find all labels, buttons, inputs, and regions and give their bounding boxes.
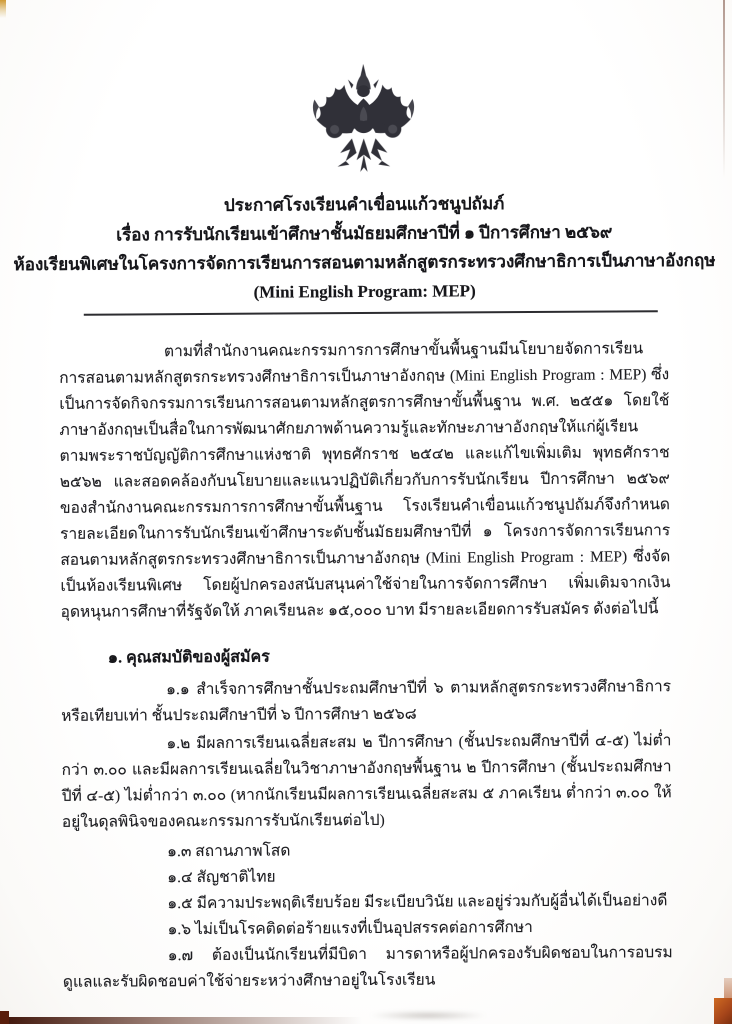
title-line-school: ประกาศโรงเรียนคำเขื่อนแก้วชนูปถัมภ์ (223, 194, 505, 215)
qualification-item-1-6: ๑.๖ ไม่เป็นโรคติดต่อร้ายแรงที่เป็นอุปสรรคต่อการศึกษา (167, 918, 533, 939)
qualification-item-1-7: ๑.๗ ต้องเป็นนักเรียนที่มีบิดา มารดาหรือผู้ปกครองรับผิดชอบในการอบรม ดูแลและรับผิดชอบค่าใช้จ่ายระหว่างศึกษาอยู่ในโรงเรียน (62, 944, 673, 991)
photo-edge-right (723, 0, 725, 178)
qualification-item-1-5: ๑.๕ มีความประพฤติเรียบร้อย มีระเบียบวินัย และอยู่ร่วมกับผู้อื่นได้เป็นอย่างดี (167, 892, 668, 913)
qualification-item-1-4: ๑.๔ สัญชาติไทย (167, 868, 276, 887)
photo-edge-top-left (0, 0, 6, 18)
title-divider (84, 310, 658, 316)
title-line-program-en: (Mini English Program: MEP) (253, 281, 476, 302)
photo-smudge (368, 1011, 488, 1020)
section-1-heading: ๑. คุณสมบัติของผู้สมัคร (107, 648, 270, 667)
garuda-emblem-icon (304, 60, 423, 185)
title-line-program: ห้องเรียนพิเศษในโครงการจัดการเรียนการสอนตามหลักสูตรกระทรวงศึกษาธิการเป็นภาษาอังกฤษ (13, 250, 716, 275)
qualification-item-1-3: ๑.๓ สถานภาพโสด (167, 842, 291, 861)
title-block (0, 188, 731, 308)
qualification-item-1-1: ๑.๑ สำเร็จการศึกษาชั้นประถมศึกษาปีที่ ๖ ตามหลักสูตรกระทรวงศึกษาธิการ หรือเทียบเท่า ชั้นประถมศึกษาปีที่ ๖ ปีการศึกษา ๒๕๖๘ (61, 678, 672, 725)
photo-edge-bottom-left-cap (0, 1011, 9, 1024)
photo-edge-bottom-left (0, 1017, 362, 1024)
table-corner-wood (714, 998, 732, 1024)
title-line-subject: เรื่อง การรับนักเรียนเข้าศึกษาชั้นมัธยมศึกษาปีที่ ๑ ปีการศึกษา ๒๕๖๙ (116, 222, 613, 245)
qualification-item-1-2: ๑.๒ มีผลการเรียนเฉลี่ยสะสม ๒ ปีการศึกษา (ชั้นประถมศึกษาปีที่ ๔-๕) ไม่ต่ำกว่า ๓.๐๐ และมีผลการเรียนเฉลี่ยในวิชาภาษาอังกฤษพื้นฐาน ๒ ปีการศึกษา (ชั้นประถมศึกษาปีที่ ๔-๕) ไม่ต่ำกว่า ๓.๐๐ (หากนักเรียนมีผลการเรียนเฉลี่ยสะสม ๕ ภาคเรียน ต่ำกว่า ๓.๐๐ ให้อยู่ในดุลพินิจของคณะกรรมการรับนักเรียนต่อไป) (61, 732, 672, 831)
opening-paragraph: ตามที่สำนักงานคณะกรรมการการศึกษาขั้นพื้นฐานมีนโยบายจัดการเรียนการสอนตามหลักสูตรกระทรวงศึกษาธิการเป็นภาษาอังกฤษ (Mini English Program : MEP) ซึ่งเป็นการจัดกิจกรรมการเรียนการสอนตามหลักสูตรการศึกษาขั้นพื้นฐาน พ.ศ. ๒๕๕๑ โดยใช้ภาษาอังกฤษเป็นสื่อในการพัฒนาศักยภาพด้านความรู้และทักษะภาษาอังกฤษให้แก่ผู้เรียน ตามพระราชบัญญัติการศึกษาแห่งชาติ พุทธศักราช ๒๕๔๒ และแก้ไขเพิ่มเติม พุทธศักราช ๒๕๖๒ และสอดคล้องกับนโยบายและแนวปฏิบัติเกี่ยวกับการรับนักเรียน ปีการศึกษา ๒๕๖๙ ของสำนักงานคณะกรรมการการศึกษาขั้นพื้นฐาน โรงเรียนคำเขื่อนแก้วชนูปถัมภ์จึงกำหนดรายละเอียดในการรับนักเรียนเข้าศึกษาระดับชั้นมัธยมศึกษาปีที่ ๑ โครงการจัดการเรียนการสอนตามหลักสูตรกระทรวงศึกษาธิการเป็นภาษาอังกฤษ (Mini English Program : MEP) ซึ่งจัดเป็นห้องเรียนพิเศษ โดยผู้ปกครองสนับสนุนค่าใช้จ่ายในการจัดการศึกษา เพิ่มเติมจากเงินอุดหนุนการศึกษาที่รัฐจัดให้ ภาคเรียนละ ๑๕,๐๐๐ บาท มีรายละเอียดการรับสมัคร ดังต่อไปนี้ (59, 340, 671, 621)
